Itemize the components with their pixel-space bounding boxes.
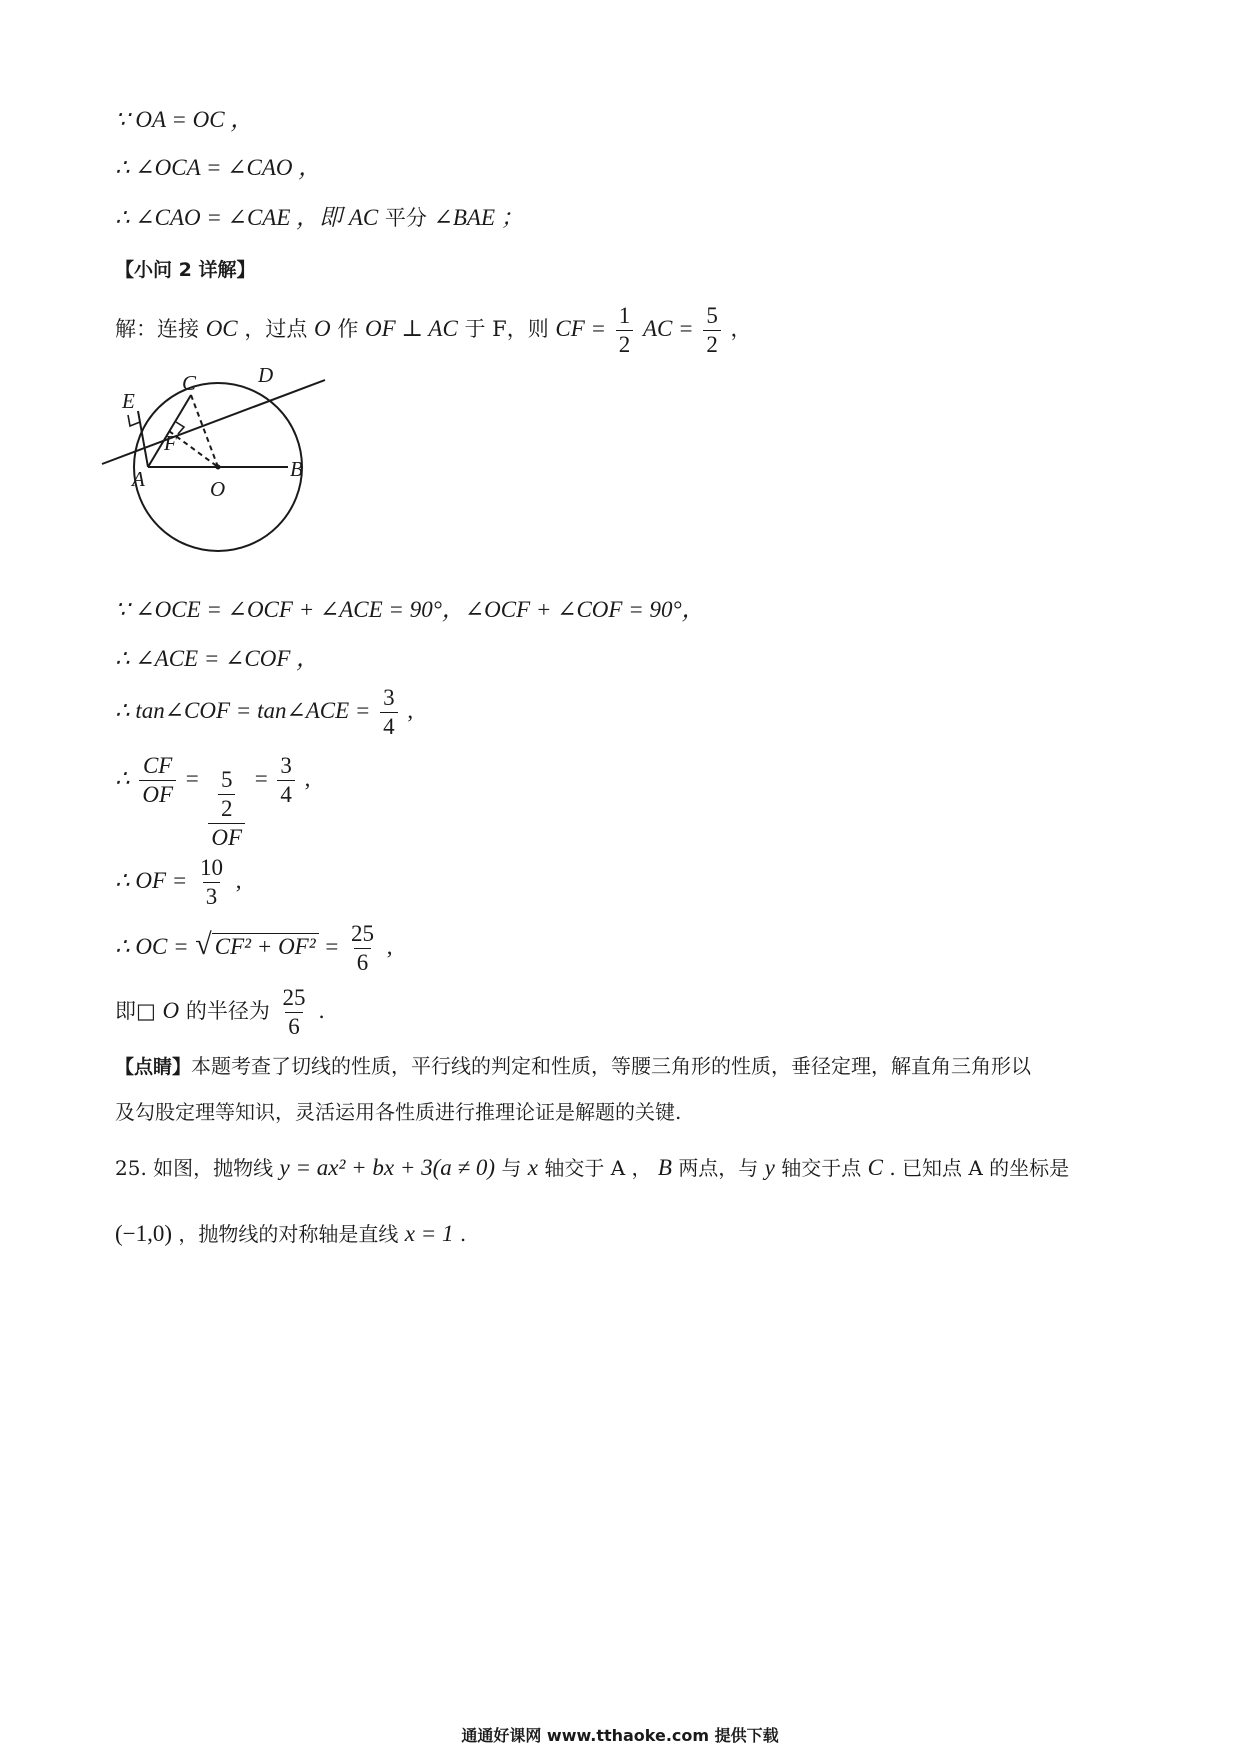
missing-glyph-box: □ [136,999,156,1023]
proof-line-of-value: ∴ OF = $\frac{10}{3}$ , [115,855,242,909]
proof-line-ace-cof [115,645,319,673]
note-text: 本题考查了切线的性质，平行线的判定和性质，等腰三角形的性质，垂径定理，解直角三角形以 [191,1054,1032,1078]
proof-line-oca-cao [115,154,321,182]
denominator: 2 [218,794,236,823]
equation-text: ∴ ∠OCA = ∠CAO ， [115,155,322,180]
proof-line-angles-90 [115,596,705,624]
equation-text: ∴ ∠ACE = ∠COF ， [115,646,320,671]
math-angle-bae: ∠BAE ； [433,205,524,230]
math-point-a: (−1,0) [115,1221,173,1246]
note-label: 【点睛】 [115,1056,192,1078]
tangent-line [102,380,325,464]
text: 的半径为 [185,999,270,1023]
label-d: D [258,363,274,387]
text: 解：连接 [115,317,199,341]
section-header [115,256,255,284]
denominator: OF [208,823,245,852]
numerator: 1 [618,303,631,328]
text: 与 [501,1156,522,1180]
punct: . [318,999,325,1023]
text: 25. 如图，抛物线 [115,1156,274,1180]
text: 于 F，则 [464,317,549,341]
note-line-2 [115,1098,681,1126]
math-ac: AC [348,205,379,230]
math-o: O [314,316,331,341]
sqrt-content: CF² + OF² [212,933,319,959]
denominator: OF [139,780,176,809]
segment-co [191,395,218,467]
label-e: E [122,389,135,413]
fraction-three-quarters [277,752,295,809]
page-footer: 通通好课网 www.tthaoke.com 提供下载 [461,1726,779,1745]
text: ，过点 [244,317,308,341]
proof-line-oc-value: ∴ OC = √ CF² + OF² = $\frac{25}{6}$ , [115,921,393,975]
math-ac-eq: AC = [642,316,694,341]
text: . 已知点 A 的坐标是 [889,1156,1070,1180]
equation-text: ∵ ∠OCE = ∠OCF + ∠ACE = 90°，∠OCF + ∠COF = 90°， [115,597,705,622]
numerator: 3 [280,753,292,778]
conclusion-line [115,984,325,1041]
math-y: y [764,1155,775,1180]
label-c: C [182,371,197,395]
math-x: x [527,1155,538,1180]
label-a: A [132,467,145,491]
text: 轴交于点 [781,1156,862,1180]
numerator: CF [142,753,173,778]
fraction-three-quarters [380,684,398,741]
text: 即 [115,999,136,1023]
fraction-25-6 [348,920,377,977]
right-angle-f [176,422,184,434]
question-25-line-2 [115,1220,466,1248]
math-o: O [162,998,180,1023]
parabola-equation: y = ax² + bx + 3(a ≠ 0) [279,1155,496,1180]
numerator: 3 [383,685,395,710]
note-text: 及勾股定理等知识，灵活运用各性质进行推理论证是解题的关键. [115,1100,682,1124]
equation-text: ∵ OA = OC ， [115,107,254,132]
math-cf: CF = [555,316,607,341]
text: 两点，与 [678,1156,759,1180]
text-bisect: 平分 [384,206,427,230]
label-f: F [164,431,177,455]
numerator: 5 [220,767,233,793]
equation-text: ∴ OF = [115,868,188,893]
math-c: C [867,1155,883,1180]
sqrt-sign: √ [195,928,212,961]
math-perp: OF ⊥ AC [365,316,458,341]
denominator: 4 [277,780,295,809]
geometry-figure [100,360,360,580]
note-line-1 [115,1052,1031,1081]
math-oc: OC [205,316,238,341]
fraction-five-halves [703,302,721,359]
fraction-one-half [616,302,634,359]
math-b: B [657,1155,672,1180]
equation-text: ∴ ∠CAO = ∠CAE ，即 [115,205,343,230]
denominator: 6 [354,948,372,977]
numerator: 25 [282,985,306,1010]
fraction-ten-thirds [197,854,226,911]
denominator: 2 [616,330,634,359]
fraction-five-halves-inner [218,766,236,823]
point-o [216,465,221,470]
numerator-five-halves [215,766,239,823]
fraction-complex [208,766,245,852]
math-axis: x = 1 [404,1221,454,1246]
numerator: 10 [200,855,224,880]
text: 轴交于 A ， [544,1156,652,1180]
denominator: 6 [285,1012,303,1041]
punct: . [459,1222,467,1246]
proof-line-ratio: ∴ $\frac{CF}{OF}$ = $\frac{\frac{5}{2}}{OF}$ = $\frac{3}{4}$ , [115,753,311,851]
denominator: 3 [203,882,221,911]
equation-text: ∴ tan∠COF = tan∠ACE = [115,698,371,723]
section-title: 【小问 2 详解】 [115,259,256,281]
fraction-cf-of [139,752,176,809]
label-o: O [210,477,226,501]
proof-line-tan: ∴ tan∠COF = tan∠ACE = $\frac{3}{4}$ , [115,685,414,739]
solution-intro-line [115,302,752,359]
fraction-25-6 [280,984,309,1041]
proof-line-bisector [115,204,524,232]
numerator: 5 [706,303,718,328]
text: ，抛物线的对称轴是直线 [178,1222,399,1246]
proof-line-oa-oc [115,106,253,134]
equation-text: ∴ OC = [115,934,189,959]
text: 作 [337,317,359,341]
therefore: ∴ [115,766,130,791]
denominator: 2 [703,330,721,359]
punct: ， [730,317,752,341]
numerator: 25 [351,921,374,946]
denominator: 4 [380,712,398,741]
label-b: B [290,457,303,481]
question-25-line-1 [115,1154,1069,1182]
